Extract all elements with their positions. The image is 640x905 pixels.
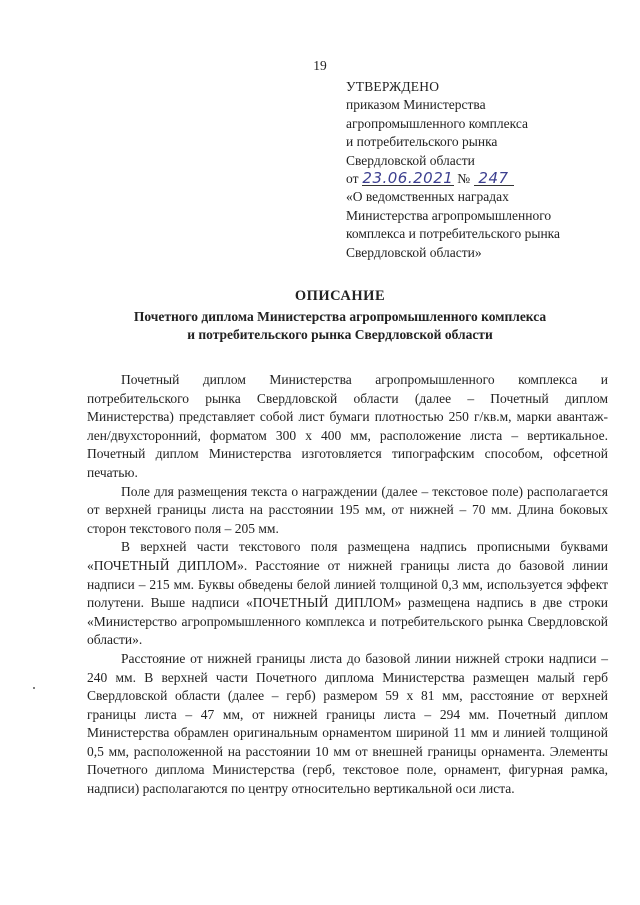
document-subtitle-line: и потребительского рынка Свердловской области	[187, 327, 493, 342]
body-paragraph: Поле для размещения текста о награждении (далее – текстовое поле) располагается от верхней границы листа на расстоянии 195 мм, от нижней – 70 мм. Длина боковых сторон текстового поля – 205 мм.	[87, 483, 608, 536]
approval-subject-line: «О ведомственных наградах	[346, 189, 509, 205]
scan-artifact	[33, 687, 35, 689]
document-body	[87, 371, 608, 799]
date-prefix: от	[346, 171, 359, 187]
document-subtitle-line: Почетного диплома Министерства агропромышленного комплекса	[133, 309, 547, 324]
approval-title: УТВЕРЖДЕНО	[346, 79, 440, 94]
body-paragraph: В верхней части текстового поля размещена надпись прописными буквами «ПОЧЕТНЫЙ ДИПЛОМ». Расстояние от нижней границы листа до базовой линии надписи – 215 мм. Буквы обведены белой линией толщиной 0,3 мм, используется эффект полутени. Выше надписи «ПОЧЕТНЫЙ ДИПЛОМ» размещена надпись в две строки «Министерство агропромышленного комплекса и потребительского рынка Свердловской области».	[87, 539, 608, 648]
number-prefix: №	[457, 171, 471, 187]
approval-date-line	[346, 170, 616, 188]
document-title: ОПИСАНИЕ	[294, 288, 386, 304]
handwritten-number: 247	[474, 171, 514, 186]
approval-line: и потребительского рынка	[346, 134, 498, 150]
approval-line: приказом Министерства	[346, 97, 486, 113]
approval-block	[346, 78, 616, 262]
approval-line: агропромышленного комплекса	[346, 115, 528, 131]
body-paragraph: Почетный диплом Министерства агропромышленного комплекса и потребительского рынка Свердловской области (далее – Почетный диплом Министерства) представляет собой лист бумаги плотностью 250 г/кв.м, марки авантаж-лен/двухсторонний, форматом 300 х 400 мм, расположение листа – вертикальное. Почетный диплом Министерства изготовляется типографским способом, офсетной печатью.	[87, 372, 608, 480]
approval-subject-line: комплекса и потребительского рынка	[346, 226, 561, 242]
page-number: 19	[313, 58, 327, 73]
approval-line: Свердловской области	[346, 152, 475, 168]
approval-subject-line: Свердловской области»	[346, 244, 482, 260]
approval-subject-line: Министерства агропромышленного	[346, 207, 552, 223]
body-paragraph: Расстояние от нижней границы листа до базовой линии нижней строки надписи – 240 мм. В верхней части Почетного диплома Министерства размещен малый герб Свердловской области (далее – герб) размером 59 х 81 мм, расстояние от верхней границы листа – 47 мм, от нижней границы листа – 294 мм. Почетный диплом Министерства обрамлен оригинальным орнаментом шириной 11 мм и линией толщиной 0,5 мм, расположенной на расстоянии 10 мм от внешней границы орнамента. Элементы Почетного диплома Министерства (герб, текстовое поле, орнамент, фигурная рамка, надписи) располагаются по центру относительно вертикальной оси листа.	[87, 650, 608, 797]
document-heading	[60, 288, 620, 344]
handwritten-date: 23.06.2021	[362, 169, 454, 188]
